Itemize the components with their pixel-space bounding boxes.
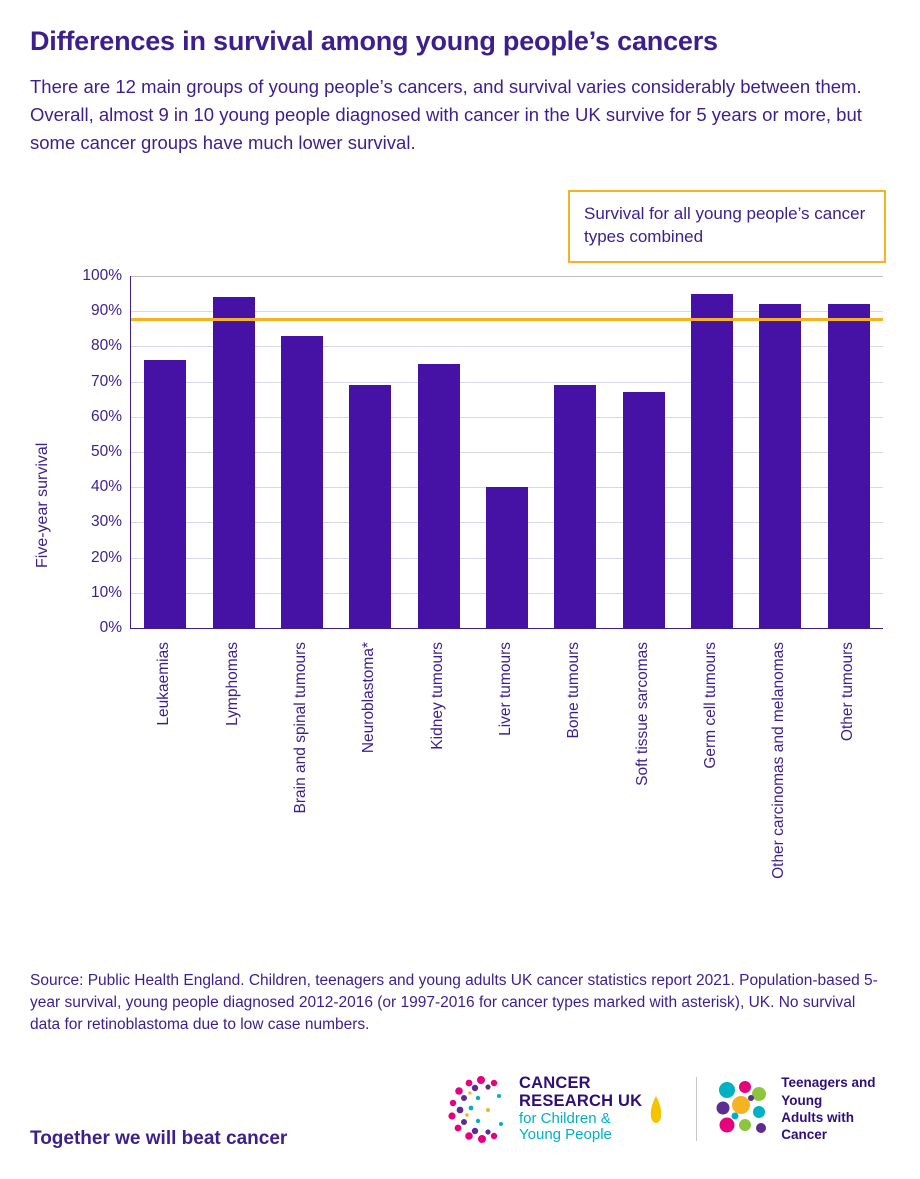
y-tick-label: 50% <box>90 443 122 460</box>
tyac-logo <box>713 1074 875 1143</box>
bar-cell <box>404 276 472 628</box>
y-axis-label: Five-year survival <box>34 442 51 568</box>
tyac-wordmark <box>781 1074 875 1143</box>
legend-box <box>568 190 886 263</box>
x-label-cell <box>540 636 608 976</box>
bar-cell <box>610 276 678 628</box>
bar-kidney-tumours <box>418 364 460 628</box>
x-tick-label: Neuroblastoma* <box>360 642 378 754</box>
x-label-cell <box>130 636 198 976</box>
tyac-line3: Adults with <box>781 1110 854 1125</box>
tyac-dots-icon <box>713 1078 773 1140</box>
y-tick-label: 40% <box>90 478 122 496</box>
source-note: Source: Public Health England. Children, teenagers and young adults UK cancer statistics report 2021. Population-based 5-year survival, young people diagnosed 2012-2016 (or 1997-2016 for cancer types marked with asterisk), UK. No survival data for retinoblastoma due to low case numbers. <box>30 972 878 1033</box>
bar-germ-cell-tumours <box>691 294 733 628</box>
x-label-cell <box>814 636 882 976</box>
bar-other-tumours <box>828 304 870 628</box>
x-label-cell <box>335 636 403 976</box>
logo-strip <box>445 1070 876 1148</box>
bar-cell <box>678 276 746 628</box>
intro-paragraph: There are 12 main groups of young people’s cancers, and survival varies considerably between them. Overall, almost 9 in 10 young people diagnosed with cancer in the UK survive for 5 years or more, but some cancer groups have much lower survival. <box>30 76 862 154</box>
cruk-line3: for Children & <box>519 1109 611 1127</box>
x-tick-label: Germ cell tumours <box>702 642 720 769</box>
cruk-logo <box>445 1074 680 1144</box>
bar-neuroblastoma <box>349 385 391 628</box>
y-tick-label: 90% <box>90 302 122 320</box>
y-tick-label: 60% <box>90 407 122 425</box>
x-tick-label: Lymphomas <box>223 642 241 726</box>
cruk-c-icon <box>445 1074 511 1144</box>
bar-cell <box>815 276 883 628</box>
page-title: Differences in survival among young people’s cancers <box>30 26 718 56</box>
y-tick-label: 70% <box>90 372 122 390</box>
bar-liver-tumours <box>486 487 528 628</box>
x-tick-label: Other tumours <box>838 642 856 742</box>
bar-cell <box>131 276 199 628</box>
x-axis-labels <box>130 636 882 976</box>
cruk-wordmark <box>519 1075 642 1143</box>
bar-lymphomas <box>213 297 255 628</box>
x-label-cell <box>198 636 266 976</box>
y-tick-label: 20% <box>90 548 122 566</box>
x-label-cell <box>472 636 540 976</box>
y-tick-label: 100% <box>82 267 122 284</box>
x-tick-label: Other carcinomas and melanomas <box>770 642 788 879</box>
x-label-cell <box>609 636 677 976</box>
x-label-cell <box>267 636 335 976</box>
x-tick-label: Soft tissue sarcomas <box>633 642 651 786</box>
cruk-line4: Young People <box>519 1125 612 1143</box>
y-tick-label: 30% <box>90 513 122 531</box>
plot-area <box>82 267 883 636</box>
x-tick-label: Brain and spinal tumours <box>291 642 309 814</box>
x-tick-label: Kidney tumours <box>428 642 446 750</box>
bar-cell <box>746 276 814 628</box>
bar-cell <box>336 276 404 628</box>
bar-other-carcinomas-and-melanomas <box>759 304 801 628</box>
cruk-line2: RESEARCH UK <box>519 1091 643 1110</box>
bar-soft-tissue-sarcomas <box>623 392 665 628</box>
tyac-line4: Cancer <box>781 1127 827 1143</box>
tyac-line2: Young <box>781 1092 823 1108</box>
x-label-cell <box>403 636 471 976</box>
x-tick-label: Leukaemias <box>155 642 173 726</box>
bar-cell <box>473 276 541 628</box>
gridline <box>99 619 883 636</box>
x-tick-label: Liver tumours <box>496 642 514 736</box>
combined-survival-reference-line <box>131 318 883 321</box>
x-label-cell <box>677 636 745 976</box>
tyac-line1: Teenagers and <box>781 1075 876 1091</box>
legend-label: Survival for all young people’s cancer types combined <box>584 204 866 247</box>
ribbon-icon <box>648 1094 664 1124</box>
x-label-cell <box>745 636 813 976</box>
survival-bar-chart <box>30 268 890 938</box>
y-tick-label: 0% <box>99 619 122 636</box>
y-tick-label: 10% <box>90 583 122 601</box>
logo-divider <box>696 1077 697 1141</box>
cruk-line1: CANCER <box>519 1074 591 1092</box>
tagline: Together we will beat cancer <box>30 1128 288 1149</box>
x-tick-label: Bone tumours <box>565 642 583 739</box>
bar-cell <box>268 276 336 628</box>
bar-leukaemias <box>144 360 186 628</box>
bar-brain-and-spinal-tumours <box>281 336 323 628</box>
bar-bone-tumours <box>554 385 596 628</box>
bar-cell <box>541 276 609 628</box>
bar-series <box>131 276 883 628</box>
y-tick-label: 80% <box>90 337 122 355</box>
bar-cell <box>199 276 267 628</box>
